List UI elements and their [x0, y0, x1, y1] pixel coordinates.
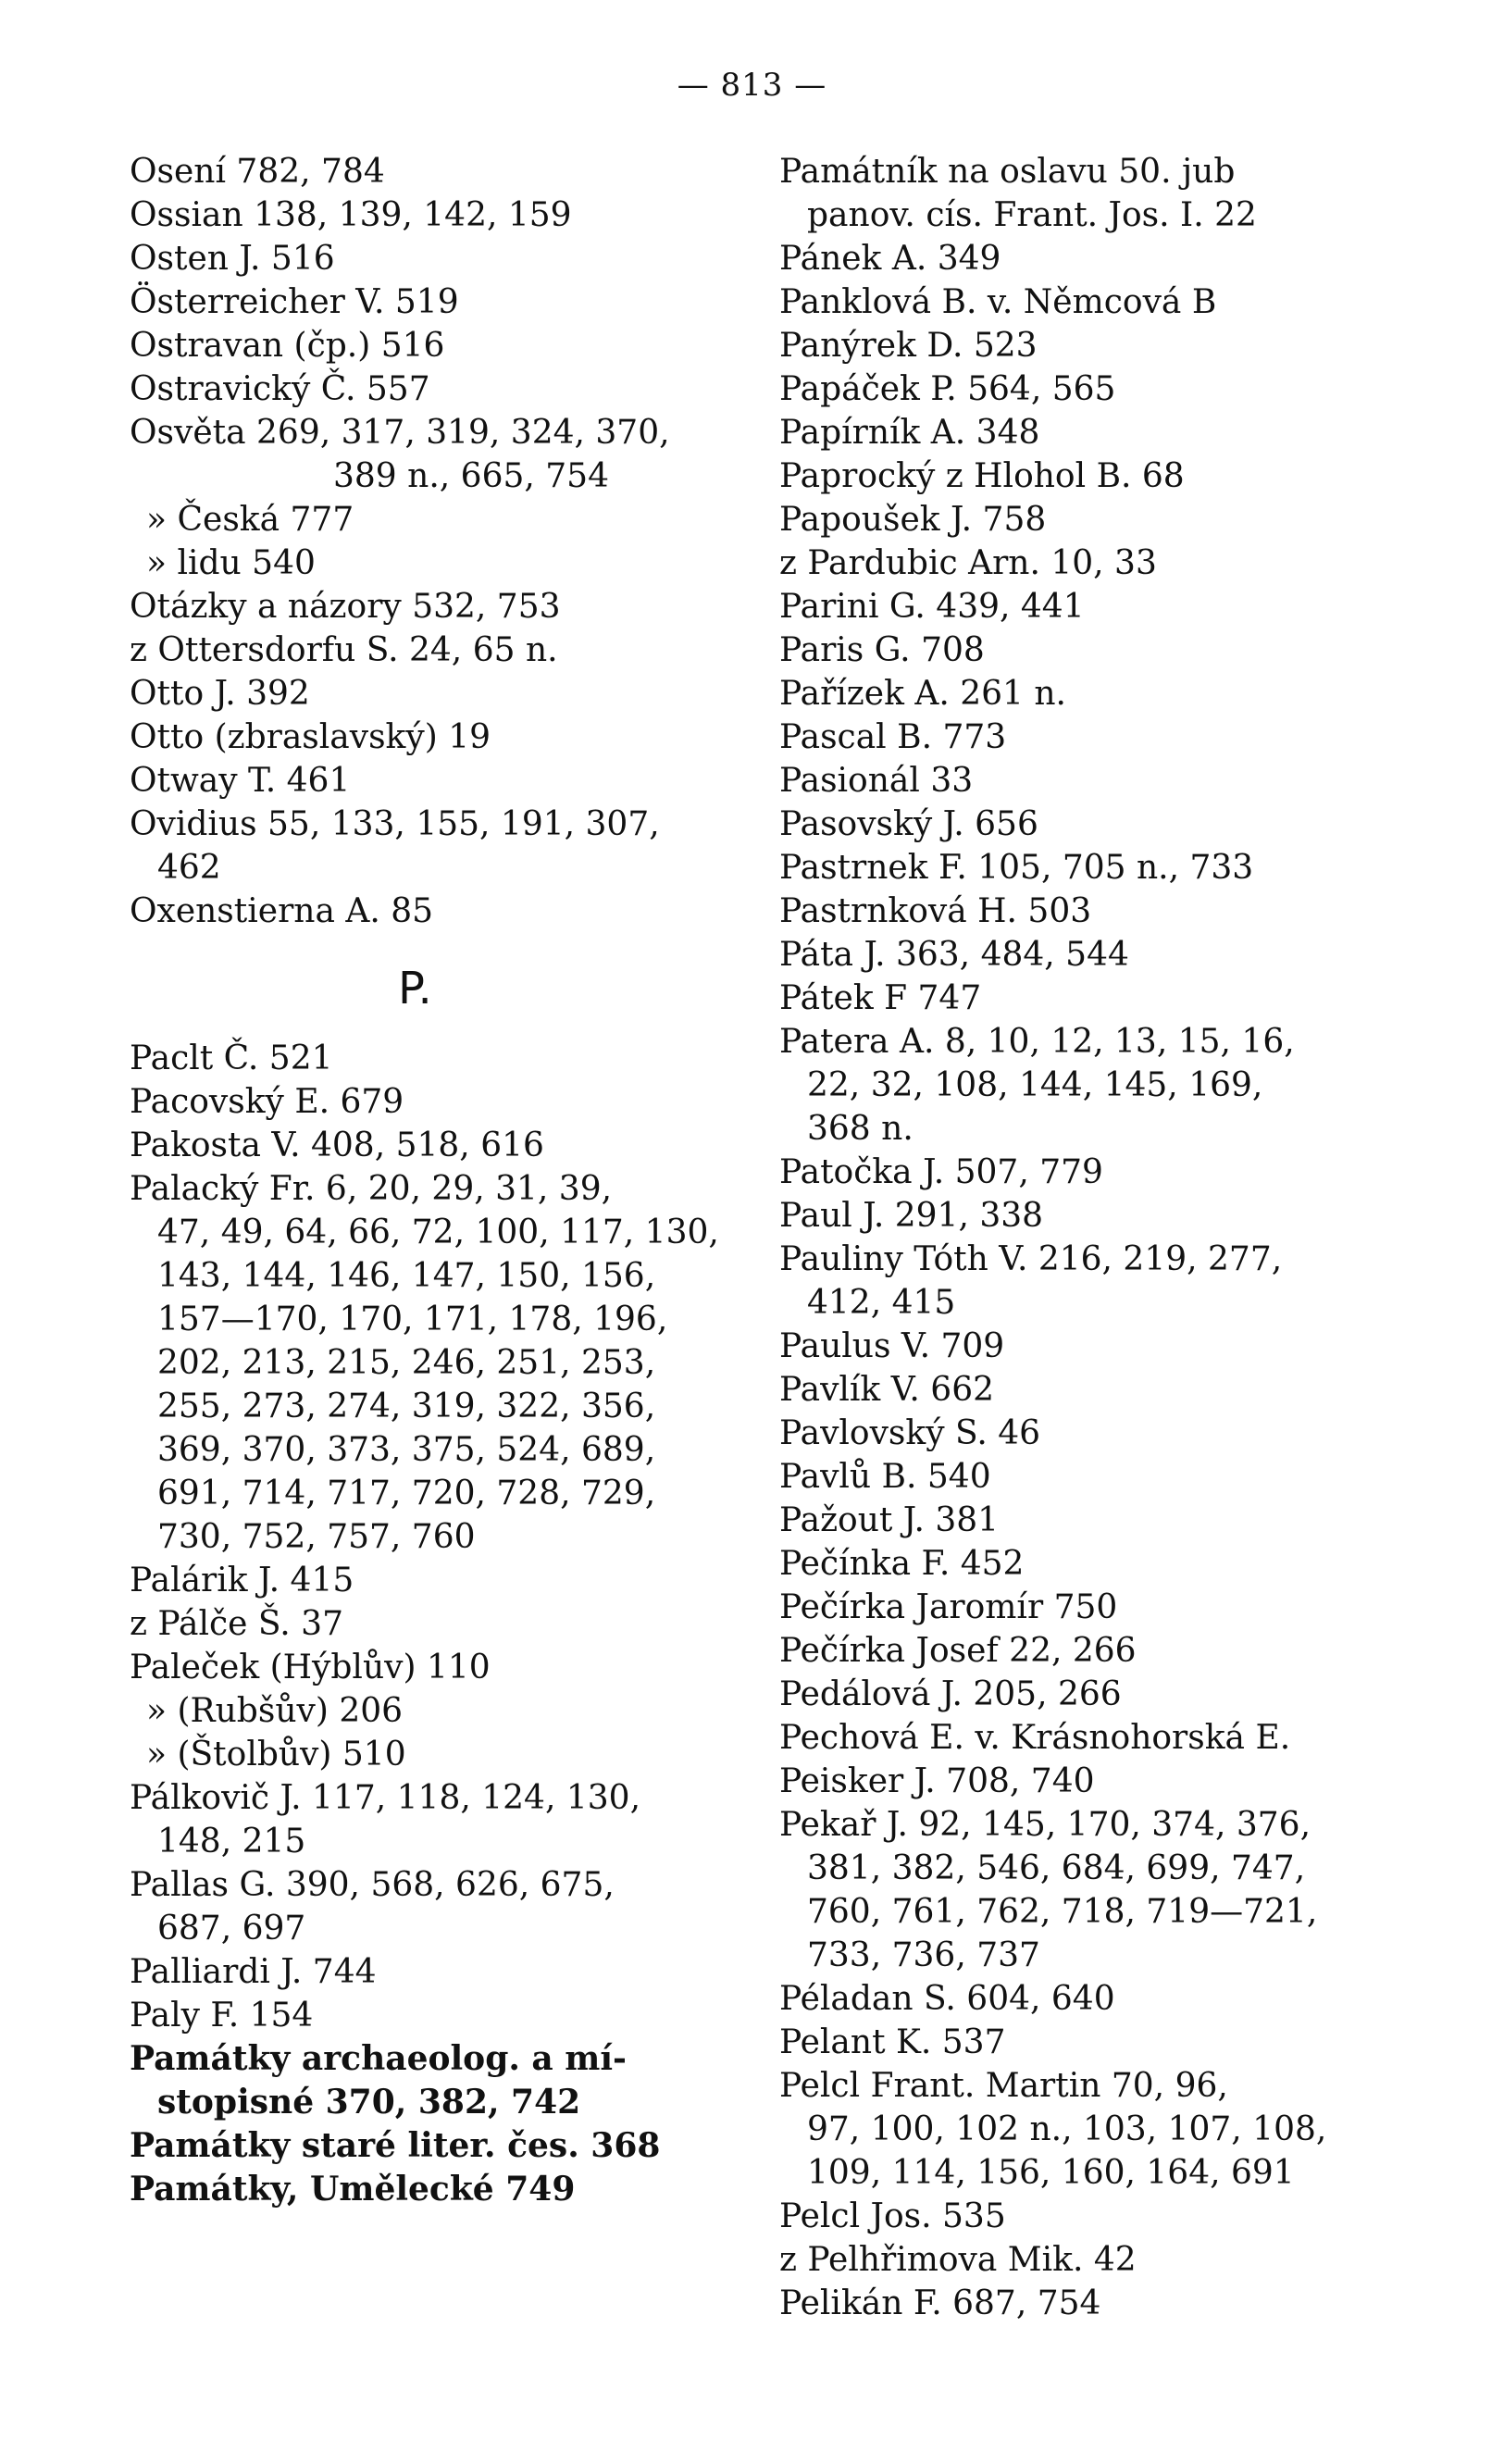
index-entry: Panýrek D. 523: [779, 327, 1038, 365]
index-entry-continuation: 148, 215: [157, 1823, 306, 1860]
index-entry: » (Štolbův) 510: [146, 1736, 406, 1773]
index-entry: Pálkovič J. 117, 118, 124, 130,: [130, 1779, 641, 1817]
index-entry: Palárik J. 415: [130, 1562, 354, 1599]
index-entry-continuation: 760, 761, 762, 718, 719—721,: [807, 1893, 1318, 1931]
index-entry: Otto J. 392: [130, 675, 310, 713]
index-entry-continuation: 730, 752, 757, 760: [157, 1518, 476, 1556]
index-entry: Pavlík V. 662: [779, 1371, 994, 1409]
index-entry-continuation: 389 n., 665, 754: [333, 457, 609, 495]
index-entry: z Pardubic Arn. 10, 33: [779, 544, 1157, 582]
index-entry: Památky, Umělecké 749: [130, 2170, 576, 2209]
index-entry: Pečírka Josef 22, 266: [779, 1632, 1137, 1670]
index-entry: Paclt Č. 521: [130, 1039, 333, 1077]
index-entry: Paris G. 708: [779, 631, 985, 669]
index-entry: Pelikán F. 687, 754: [779, 2284, 1101, 2322]
right-index-column: [779, 150, 1504, 2325]
index-entry-continuation: 255, 273, 274, 319, 322, 356,: [157, 1388, 656, 1425]
index-entry: » (Rubšův) 206: [146, 1692, 404, 1730]
index-entry: Paly F. 154: [130, 1997, 314, 2035]
index-entry: » Česká 777: [146, 501, 354, 539]
index-entry-continuation: 687, 697: [157, 1910, 306, 1948]
index-entry-continuation: 691, 714, 717, 720, 728, 729,: [157, 1475, 656, 1512]
page-number: — 813 —: [677, 67, 827, 104]
index-entry-continuation: panov. cís. Frant. Jos. I. 22: [807, 196, 1257, 234]
index-entry: Otázky a názory 532, 753: [130, 588, 561, 626]
index-entry: z Ottersdorfu S. 24, 65 n.: [130, 631, 558, 669]
index-entry: Patočka J. 507, 779: [779, 1153, 1103, 1191]
index-entry: Palliardi J. 744: [130, 1953, 377, 1991]
index-entry: Patera A. 8, 10, 12, 13, 15, 16,: [779, 1023, 1295, 1061]
index-entry: Pasovský J. 656: [779, 805, 1038, 843]
index-entry: Pastrnková H. 503: [779, 892, 1092, 930]
index-entry: » lidu 540: [146, 544, 316, 582]
index-entry: Páta J. 363, 484, 544: [779, 936, 1129, 974]
index-entry: Pavlů B. 540: [779, 1458, 991, 1496]
index-entry: Ostravický Č. 557: [130, 370, 430, 408]
index-entry-continuation: 157—170, 170, 171, 178, 196,: [157, 1300, 668, 1338]
index-entry: Pavlovský S. 46: [779, 1414, 1041, 1452]
index-entry: Pascal B. 773: [779, 718, 1007, 756]
index-entry: Panklová B. v. Němcová B: [779, 283, 1217, 321]
index-entry: Österreicher V. 519: [130, 283, 459, 321]
index-entry: Ossian 138, 139, 142, 159: [130, 196, 572, 234]
index-entry-continuation: 97, 100, 102 n., 103, 107, 108,: [807, 2110, 1327, 2148]
index-entry: Parini G. 439, 441: [779, 588, 1085, 626]
index-entry: Pažout J. 381: [779, 1501, 1000, 1539]
index-entry-continuation: 22, 32, 108, 144, 145, 169,: [807, 1066, 1263, 1104]
index-entry: Památník na oslavu 50. jub: [779, 153, 1236, 191]
index-entry: Pelant K. 537: [779, 2023, 1006, 2061]
index-entry-continuation: 462: [157, 849, 221, 887]
index-entry-continuation: 368 n.: [807, 1110, 914, 1148]
index-entry: Oxenstierna A. 85: [130, 892, 434, 930]
index-entry-continuation: 369, 370, 373, 375, 524, 689,: [157, 1431, 656, 1469]
index-entry: Pařízek A. 261 n.: [779, 675, 1066, 713]
index-entry: Pánek A. 349: [779, 240, 1001, 278]
index-entry-continuation: stopisné 370, 382, 742: [157, 2083, 581, 2122]
index-entry-continuation: 412, 415: [807, 1284, 956, 1322]
index-entry: Peisker J. 708, 740: [779, 1762, 1095, 1800]
section-letter: P.: [398, 963, 432, 1014]
index-entry: Papáček P. 564, 565: [779, 370, 1116, 408]
index-entry: Pečírka Jaromír 750: [779, 1588, 1118, 1626]
index-entry: Osvěta 269, 317, 319, 324, 370,: [130, 414, 670, 452]
index-entry: Památky archaeolog. a mí-: [130, 2039, 627, 2078]
index-entry: Pakosta V. 408, 518, 616: [130, 1126, 544, 1164]
index-entry: Pekař J. 92, 145, 170, 374, 376,: [779, 1806, 1311, 1844]
index-entry: Papírník A. 348: [779, 414, 1040, 452]
index-entry: Péladan S. 604, 640: [779, 1980, 1115, 2018]
index-entry: Otway T. 461: [130, 762, 351, 800]
index-entry: Ostravan (čp.) 516: [130, 327, 445, 365]
index-entry: Pedálová J. 205, 266: [779, 1675, 1122, 1713]
index-entry-continuation: 381, 382, 546, 684, 699, 747,: [807, 1849, 1306, 1887]
index-entry: Paprocký z Hlohol B. 68: [779, 457, 1185, 495]
index-entry-continuation: 143, 144, 146, 147, 150, 156,: [157, 1257, 656, 1295]
index-entry: Paul J. 291, 338: [779, 1197, 1044, 1235]
index-entry: Pečínka F. 452: [779, 1545, 1025, 1583]
index-entry: Pelcl Frant. Martin 70, 96,: [779, 2067, 1228, 2105]
index-entry: Památky staré liter. čes. 368: [130, 2126, 661, 2165]
index-entry: Pacovský E. 679: [130, 1083, 404, 1121]
left-index-column: [130, 150, 740, 2211]
index-entry-continuation: 109, 114, 156, 160, 164, 691: [807, 2154, 1295, 2192]
index-entry: Pátek F 747: [779, 979, 982, 1017]
index-entry: Osení 782, 784: [130, 153, 385, 191]
index-entry: Paulus V. 709: [779, 1327, 1005, 1365]
index-entry: z Pálče Š. 37: [130, 1605, 343, 1643]
index-entry: Pauliny Tóth V. 216, 219, 277,: [779, 1240, 1283, 1278]
index-entry-continuation: 202, 213, 215, 246, 251, 253,: [157, 1344, 656, 1382]
index-entry: Pallas G. 390, 568, 626, 675,: [130, 1866, 615, 1904]
index-entry: Pastrnek F. 105, 705 n., 733: [779, 849, 1254, 887]
index-entry: Pelcl Jos. 535: [779, 2197, 1006, 2235]
index-entry-continuation: 47, 49, 64, 66, 72, 100, 117, 130,: [157, 1213, 719, 1251]
index-entry: z Pelhřimova Mik. 42: [779, 2241, 1137, 2279]
index-entry: Pechová E. v. Krásnohorská E.: [779, 1719, 1291, 1757]
index-entry-continuation: 733, 736, 737: [807, 1936, 1040, 1974]
index-entry: Papoušek J. 758: [779, 501, 1047, 539]
index-entry: Palacký Fr. 6, 20, 29, 31, 39,: [130, 1170, 613, 1208]
index-entry: Osten J. 516: [130, 240, 335, 278]
index-entry: Otto (zbraslavský) 19: [130, 718, 491, 756]
index-entry: Paleček (Hýblův) 110: [130, 1649, 491, 1686]
index-entry: Ovidius 55, 133, 155, 191, 307,: [130, 805, 660, 843]
index-entry: Pasionál 33: [779, 762, 974, 800]
